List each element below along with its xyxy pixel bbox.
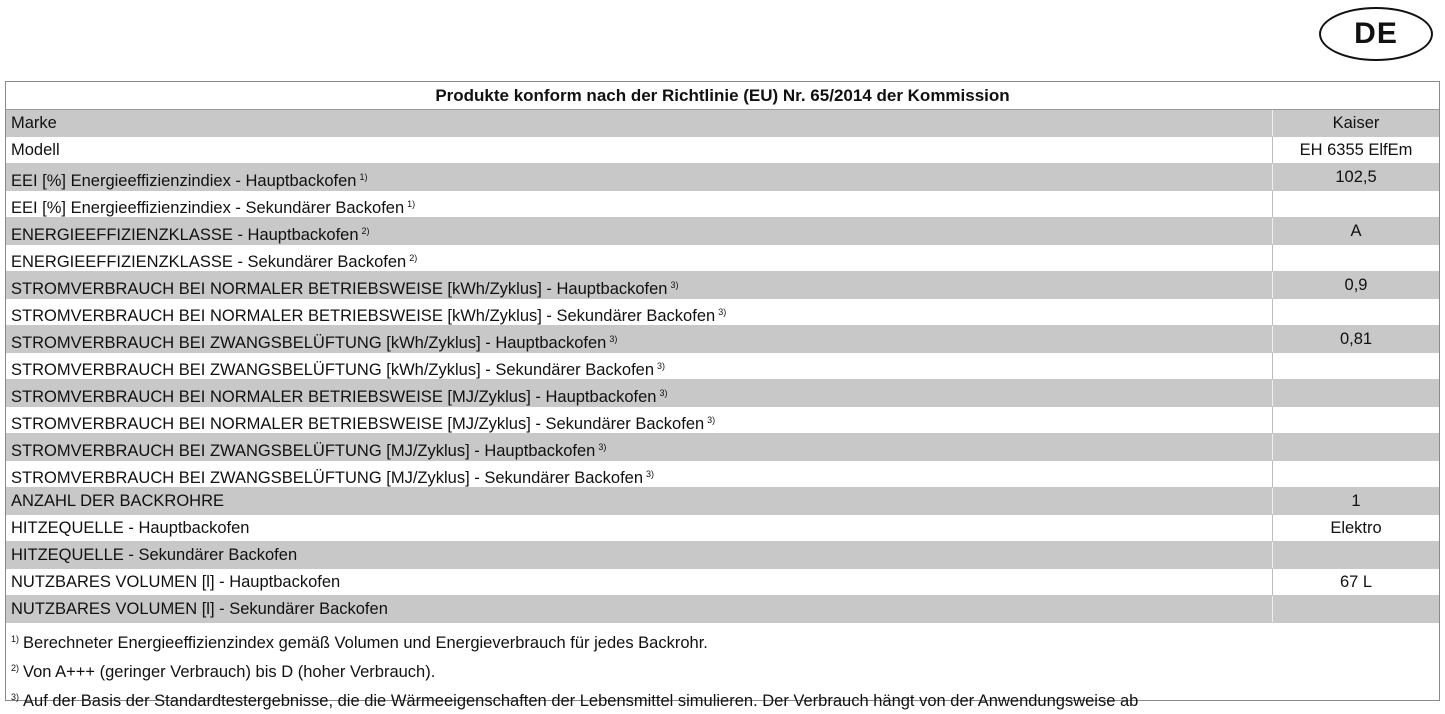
footnote-marker: 3) [707, 415, 716, 425]
table-row [6, 461, 1439, 488]
row-value: 1 [1272, 488, 1439, 514]
row-label [6, 461, 1272, 487]
row-label [6, 326, 1272, 352]
table-row [6, 515, 1439, 542]
row-label [6, 245, 1272, 271]
row-label [6, 164, 1272, 190]
footnote [11, 685, 1439, 714]
table-row [6, 137, 1439, 164]
footnote-marker: 3) [11, 692, 20, 702]
table-row [6, 299, 1439, 326]
row-value [1272, 434, 1439, 460]
row-value: 0,9 [1272, 272, 1439, 298]
row-label [6, 596, 1272, 622]
row-label [6, 137, 1272, 163]
row-label-text: Modell [11, 141, 60, 159]
footnote-marker: 2) [361, 226, 370, 236]
footnote-marker: 1) [407, 199, 416, 209]
row-label-text: NUTZBARES VOLUMEN [l] - Hauptbackofen [11, 573, 341, 591]
row-label [6, 110, 1272, 136]
footnote-marker: 1) [11, 634, 20, 644]
row-label-text: ENERGIEEFFIZIENZKLASSE - Sekundärer Backofen [11, 253, 407, 271]
footnote-marker: 3) [646, 469, 655, 479]
product-fiche-table [5, 81, 1440, 710]
row-value: Kaiser [1272, 110, 1439, 136]
row-label-text: STROMVERBRAUCH BEI ZWANGSBELÜFTUNG [MJ/Zyklus] - Sekundärer Backofen [11, 469, 644, 487]
footnote-marker: 3) [659, 388, 668, 398]
row-value: 102,5 [1272, 164, 1439, 190]
table-row [6, 164, 1439, 191]
table-row [6, 488, 1439, 515]
footnote-marker: 2) [409, 253, 418, 263]
footnote-text: Von A+++ (geringer Verbrauch) bis D (hoher Verbrauch). [23, 663, 436, 681]
footnote-marker: 2) [11, 663, 20, 673]
row-label-text: STROMVERBRAUCH BEI NORMALER BETRIEBSWEISE [MJ/Zyklus] - Sekundärer Backofen [11, 415, 705, 433]
footnote [11, 627, 1439, 656]
table-row [6, 245, 1439, 272]
row-label [6, 299, 1272, 325]
row-label [6, 434, 1272, 460]
table-row [6, 191, 1439, 218]
footnote-marker: 3) [718, 307, 727, 317]
row-value [1272, 542, 1439, 568]
footnote-marker: 1) [359, 172, 368, 182]
row-label-text: HITZEQUELLE - Sekundärer Backofen [11, 546, 298, 564]
table-row [6, 272, 1439, 299]
table-row [6, 218, 1439, 245]
row-value [1272, 299, 1439, 325]
table-row [6, 596, 1439, 623]
row-label-text: HITZEQUELLE - Hauptbackofen [11, 519, 250, 537]
row-label [6, 542, 1272, 568]
row-label-text: ENERGIEEFFIZIENZKLASSE - Hauptbackofen [11, 226, 359, 244]
table-body [6, 110, 1439, 623]
row-label-text: STROMVERBRAUCH BEI ZWANGSBELÜFTUNG [kWh/Zyklus] - Sekundärer Backofen [11, 361, 655, 379]
table-row [6, 542, 1439, 569]
row-label-text: STROMVERBRAUCH BEI ZWANGSBELÜFTUNG [kWh/Zyklus] - Hauptbackofen [11, 334, 607, 352]
table-row [6, 353, 1439, 380]
row-label [6, 218, 1272, 244]
row-label-text: EEI [%] Energieeffizienzindiex - Hauptbackofen [11, 172, 357, 190]
row-label-text: STROMVERBRAUCH BEI NORMALER BETRIEBSWEISE [kWh/Zyklus] - Hauptbackofen [11, 280, 668, 298]
row-label [6, 407, 1272, 433]
footnote-text: Berechneter Energieeffizienzindex gemäß Volumen und Energieverbrauch für jedes Backrohr. [23, 634, 708, 652]
table-row [6, 407, 1439, 434]
row-label [6, 515, 1272, 541]
row-label-text: ANZAHL DER BACKROHRE [11, 492, 225, 510]
row-label [6, 353, 1272, 379]
footnote-marker: 3) [598, 442, 607, 452]
row-label-text: EEI [%] Energieeffizienzindiex - Sekundärer Backofen [11, 199, 405, 217]
table-row [6, 569, 1439, 596]
table-row [6, 326, 1439, 353]
table-row [6, 434, 1439, 461]
row-value [1272, 407, 1439, 433]
row-value: 0,81 [1272, 326, 1439, 352]
row-label-text: NUTZBARES VOLUMEN [l] - Sekundärer Backofen [11, 600, 388, 618]
row-label [6, 569, 1272, 595]
footnote-marker: 3) [657, 361, 666, 371]
row-value: Elektro [1272, 515, 1439, 541]
footnotes [6, 623, 1439, 714]
row-label [6, 380, 1272, 406]
row-value: A [1272, 218, 1439, 244]
row-value: 67 L [1272, 569, 1439, 595]
footnote-marker: 3) [670, 280, 679, 290]
row-label [6, 488, 1272, 514]
footnote [11, 656, 1439, 685]
row-value [1272, 380, 1439, 406]
table-row [6, 110, 1439, 137]
row-label [6, 191, 1272, 217]
row-value [1272, 461, 1439, 487]
row-value: EH 6355 ElfEm [1272, 137, 1439, 163]
country-code-badge: DE [1319, 7, 1433, 61]
row-value [1272, 353, 1439, 379]
row-value [1272, 596, 1439, 622]
row-value [1272, 245, 1439, 271]
footnote-text: Auf der Basis der Standardtestergebnisse, die die Wärmeeigenschaften der Lebensmittel simulieren. Der Verbrauch hängt von der Anwendungsweise ab [23, 692, 1139, 710]
row-label [6, 272, 1272, 298]
footnote-marker: 3) [609, 334, 618, 344]
row-value [1272, 191, 1439, 217]
table-title: Produkte konform nach der Richtlinie (EU) Nr. 65/2014 der Kommission [6, 82, 1439, 110]
row-label-text: Marke [11, 114, 57, 132]
row-label-text: STROMVERBRAUCH BEI NORMALER BETRIEBSWEISE [MJ/Zyklus] - Hauptbackofen [11, 388, 657, 406]
table-row [6, 380, 1439, 407]
row-label-text: STROMVERBRAUCH BEI ZWANGSBELÜFTUNG [MJ/Zyklus] - Hauptbackofen [11, 442, 596, 460]
row-label-text: STROMVERBRAUCH BEI NORMALER BETRIEBSWEISE [kWh/Zyklus] - Sekundärer Backofen [11, 307, 716, 325]
